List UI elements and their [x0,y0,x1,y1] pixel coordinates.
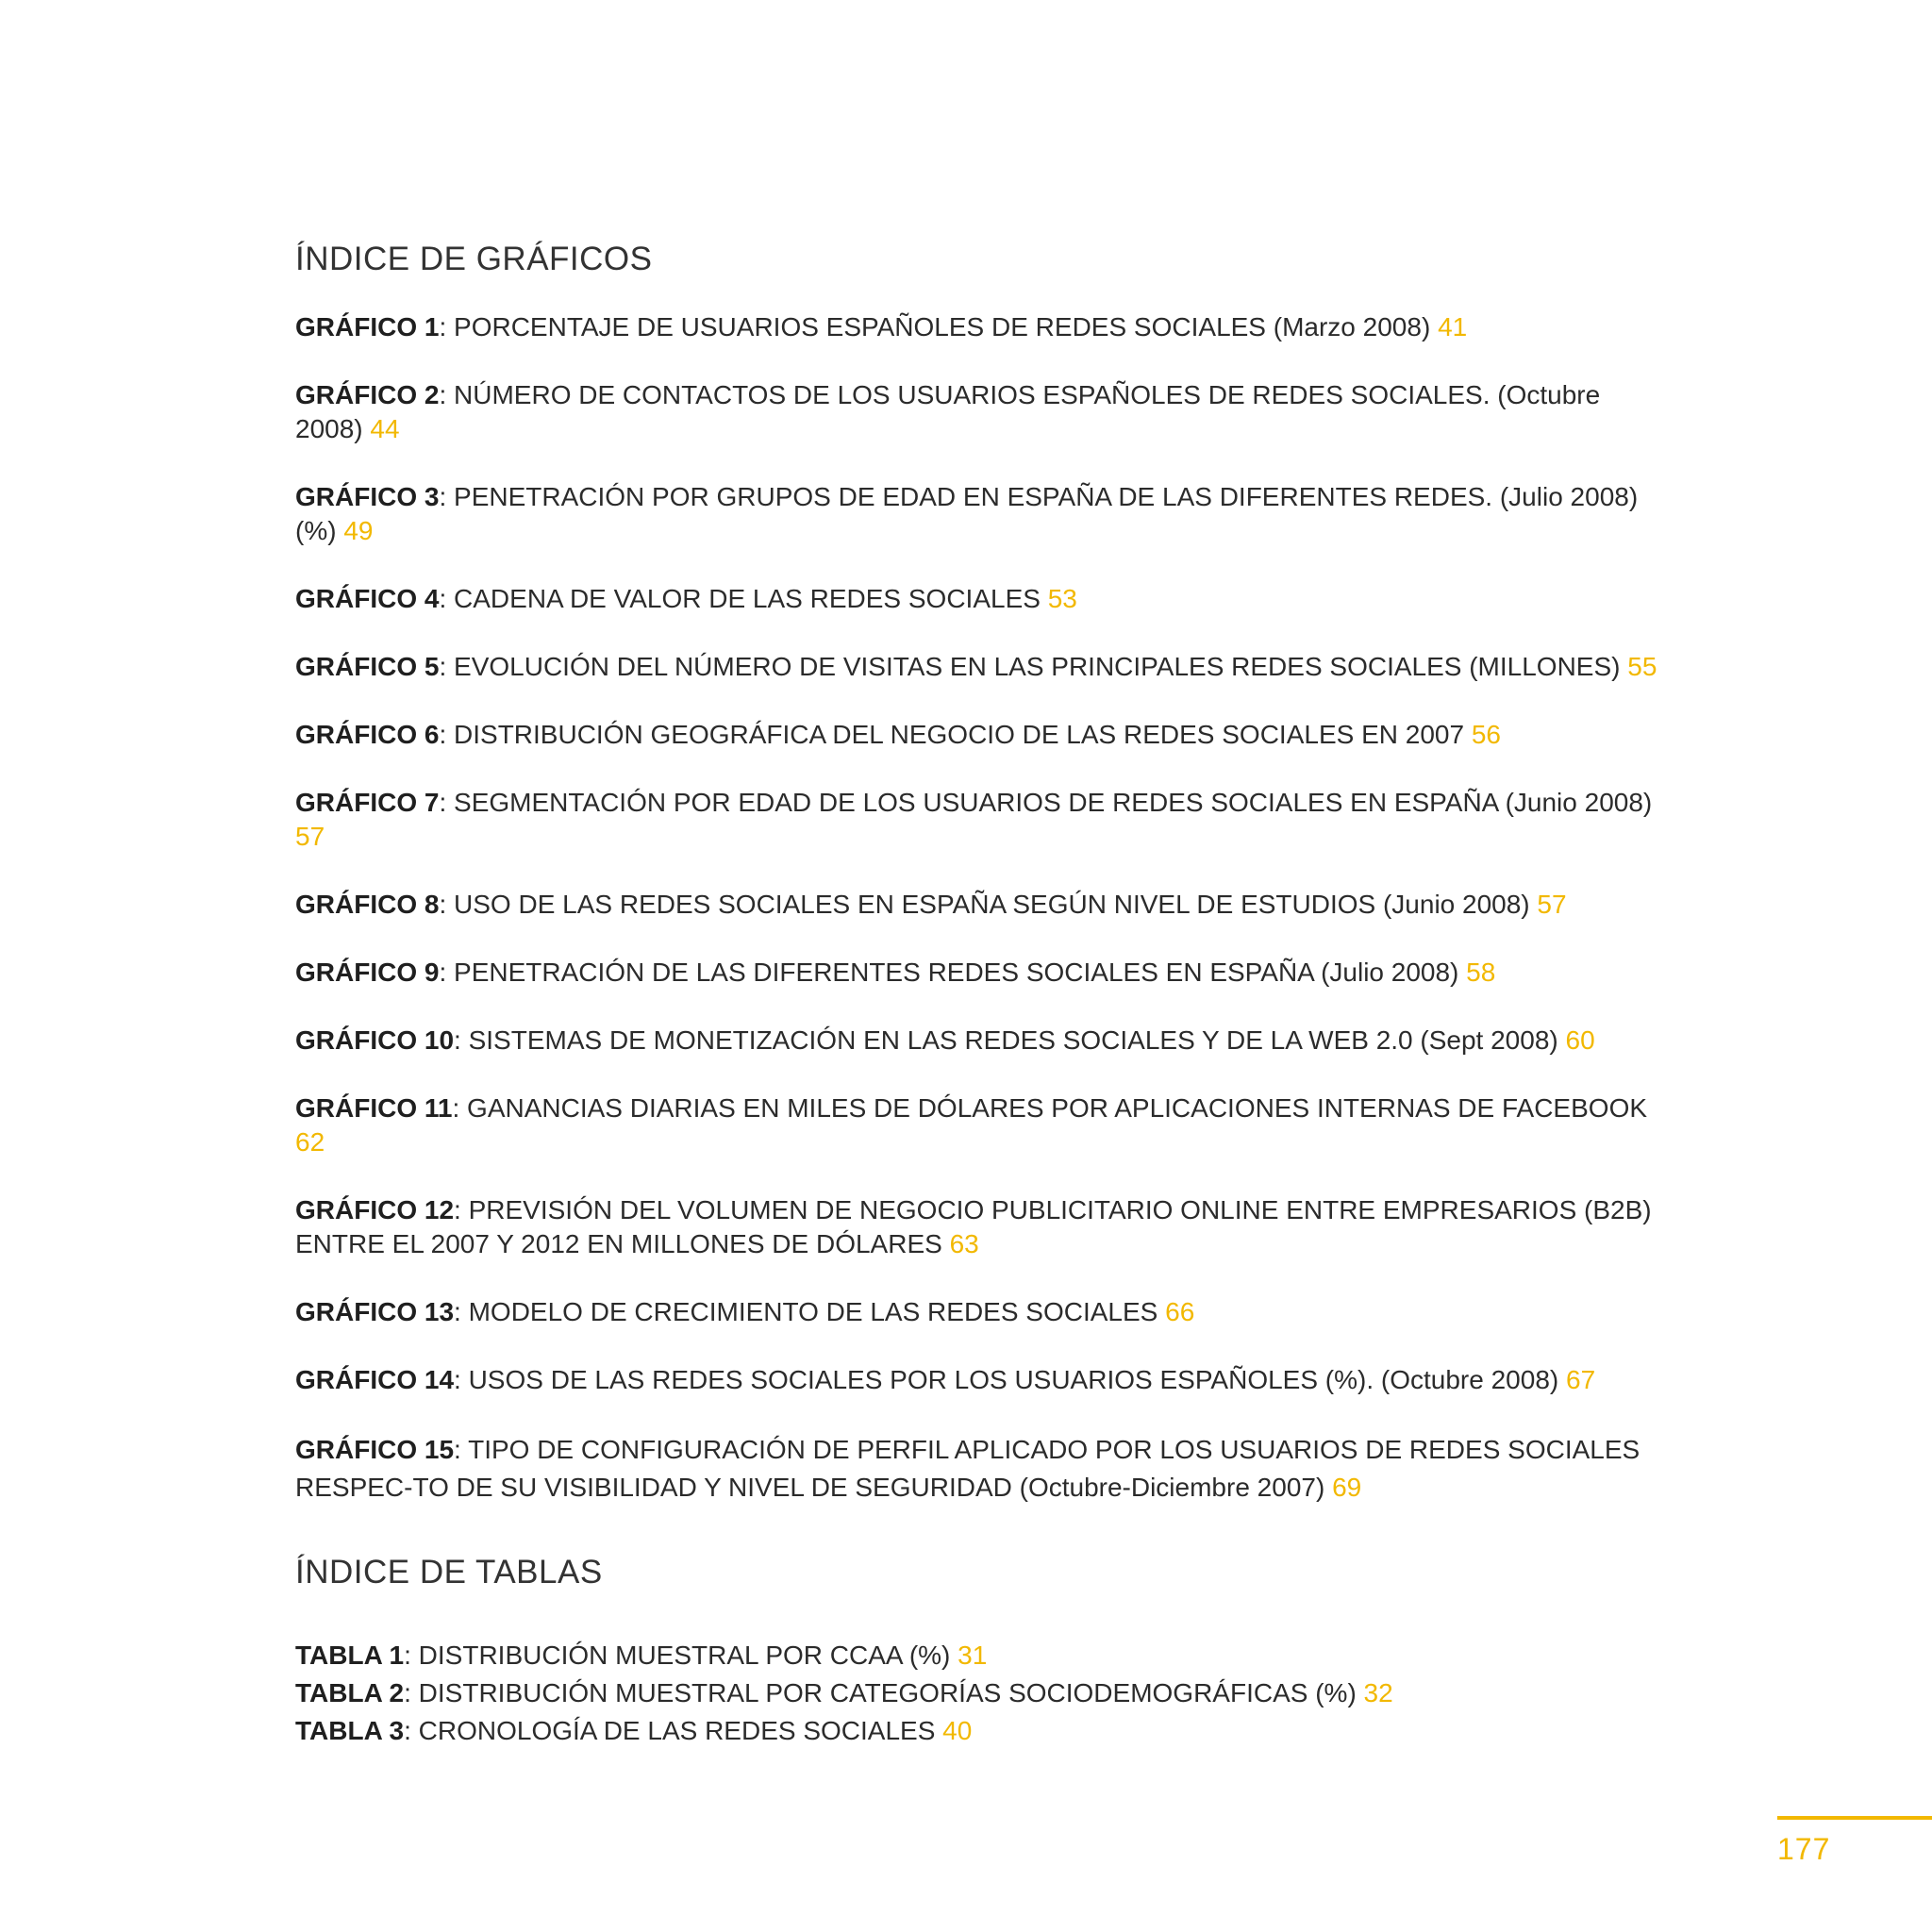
entry-text: : PENETRACIÓN POR GRUPOS DE EDAD EN ESPAÑA DE LAS DIFERENTES REDES. (Julio 2008) (%) [295,482,1639,545]
entry-label: GRÁFICO 14 [295,1365,455,1394]
entry-text: : SEGMENTACIÓN POR EDAD DE LOS USUARIOS DE REDES SOCIALES EN ESPAÑA (Junio 2008) [439,788,1653,817]
entry-page-number: 62 [295,1127,325,1157]
chart-entry [295,650,1673,684]
page-number: 177 [1777,1832,1831,1866]
chart-entry [295,378,1673,446]
entry-page-number: 55 [1627,652,1657,681]
tables-index-list [295,1637,1673,1750]
entry-page-number: 53 [1047,584,1077,613]
entry-label: GRÁFICO 6 [295,720,440,749]
entry-text: : SISTEMAS DE MONETIZACIÓN EN LAS REDES SOCIALES Y DE LA WEB 2.0 (Sept 2008) [454,1025,1566,1055]
entry-label: GRÁFICO 3 [295,482,440,511]
entry-label: GRÁFICO 8 [295,890,440,919]
chart-entry [295,718,1673,752]
chart-entry [295,1024,1673,1058]
charts-index-title: ÍNDICE DE GRÁFICOS [295,241,653,277]
entry-label: TABLA 1 [295,1641,405,1670]
table-entry [295,1674,1673,1712]
entry-text: : PREVISIÓN DEL VOLUMEN DE NEGOCIO PUBLICITARIO ONLINE ENTRE EMPRESARIOS (B2B) ENTRE EL 2007 Y 2012 EN MILLONES DE DÓLARES [295,1195,1652,1258]
entry-page-number: 57 [295,822,325,851]
entry-text: : PORCENTAJE DE USUARIOS ESPAÑOLES DE REDES SOCIALES (Marzo 2008) [439,312,1439,341]
tables-index-title: ÍNDICE DE TABLAS [295,1554,603,1591]
entry-page-number: 60 [1565,1025,1595,1055]
table-entry [295,1712,1673,1750]
chart-entry [295,1193,1673,1261]
entry-label: GRÁFICO 4 [295,584,440,613]
chart-entry [295,786,1673,854]
entry-text: : TIPO DE CONFIGURACIÓN DE PERFIL APLICADO POR LOS USUARIOS DE REDES SOCIALES RESPEC-TO DE SU VISIBILIDAD Y NIVEL DE SEGURIDAD (Octubre-Diciembre 2007) [295,1435,1641,1502]
entry-page-number: 32 [1363,1678,1393,1707]
entry-text: : EVOLUCIÓN DEL NÚMERO DE VISITAS EN LAS PRINCIPALES REDES SOCIALES (MILLONES) [439,652,1628,681]
chart-entry [295,480,1673,548]
chart-entry [295,956,1673,990]
document-body [295,241,1673,1750]
entry-label: GRÁFICO 10 [295,1025,455,1055]
charts-index-list [295,310,1673,1507]
entry-page-number: 49 [343,516,374,545]
table-entry [295,1637,1673,1674]
entry-page-number: 69 [1332,1473,1362,1502]
entry-page-number: 67 [1566,1365,1596,1394]
entry-label: GRÁFICO 9 [295,958,440,987]
entry-label: TABLA 3 [295,1716,405,1745]
chart-entry [295,888,1673,922]
page-number-rule [1777,1816,1932,1820]
entry-text: : DISTRIBUCIÓN MUESTRAL POR CATEGORÍAS SOCIODEMOGRÁFICAS (%) [404,1678,1364,1707]
entry-page-number: 66 [1165,1297,1195,1326]
entry-page-number: 56 [1471,720,1501,749]
entry-text: : GANANCIAS DIARIAS EN MILES DE DÓLARES POR APLICACIONES INTERNAS DE FACEBOOK [452,1093,1648,1123]
chart-entry [295,1431,1673,1507]
entry-page-number: 63 [949,1229,979,1258]
entry-label: GRÁFICO 15 [295,1435,455,1464]
entry-page-number: 40 [942,1716,973,1745]
entry-label: GRÁFICO 5 [295,652,440,681]
entry-label: TABLA 2 [295,1678,405,1707]
entry-page-number: 57 [1537,890,1567,919]
entry-text: : NÚMERO DE CONTACTOS DE LOS USUARIOS ESPAÑOLES DE REDES SOCIALES. (Octubre 2008) [295,380,1601,443]
entry-page-number: 31 [958,1641,988,1670]
chart-entry [295,310,1673,344]
entry-page-number: 41 [1438,312,1468,341]
entry-text: : CRONOLOGÍA DE LAS REDES SOCIALES [404,1716,943,1745]
entry-text: : DISTRIBUCIÓN MUESTRAL POR CCAA (%) [404,1641,958,1670]
entry-label: GRÁFICO 2 [295,380,440,409]
entry-page-number: 58 [1466,958,1496,987]
chart-entry [295,1363,1673,1397]
entry-text: : CADENA DE VALOR DE LAS REDES SOCIALES [439,584,1048,613]
chart-entry [295,1091,1673,1159]
entry-text: : PENETRACIÓN DE LAS DIFERENTES REDES SOCIALES EN ESPAÑA (Julio 2008) [439,958,1467,987]
entry-label: GRÁFICO 11 [295,1093,453,1123]
entry-label: GRÁFICO 13 [295,1297,455,1326]
entry-label: GRÁFICO 1 [295,312,440,341]
entry-text: : USO DE LAS REDES SOCIALES EN ESPAÑA SEGÚN NIVEL DE ESTUDIOS (Junio 2008) [439,890,1538,919]
entry-label: GRÁFICO 12 [295,1195,455,1224]
entry-page-number: 44 [370,414,400,443]
chart-entry [295,1295,1673,1329]
entry-text: : MODELO DE CRECIMIENTO DE LAS REDES SOCIALES [454,1297,1166,1326]
entry-text: : DISTRIBUCIÓN GEOGRÁFICA DEL NEGOCIO DE LAS REDES SOCIALES EN 2007 [439,720,1472,749]
entry-text: : USOS DE LAS REDES SOCIALES POR LOS USUARIOS ESPAÑOLES (%). (Octubre 2008) [454,1365,1566,1394]
chart-entry [295,582,1673,616]
entry-label: GRÁFICO 7 [295,788,440,817]
